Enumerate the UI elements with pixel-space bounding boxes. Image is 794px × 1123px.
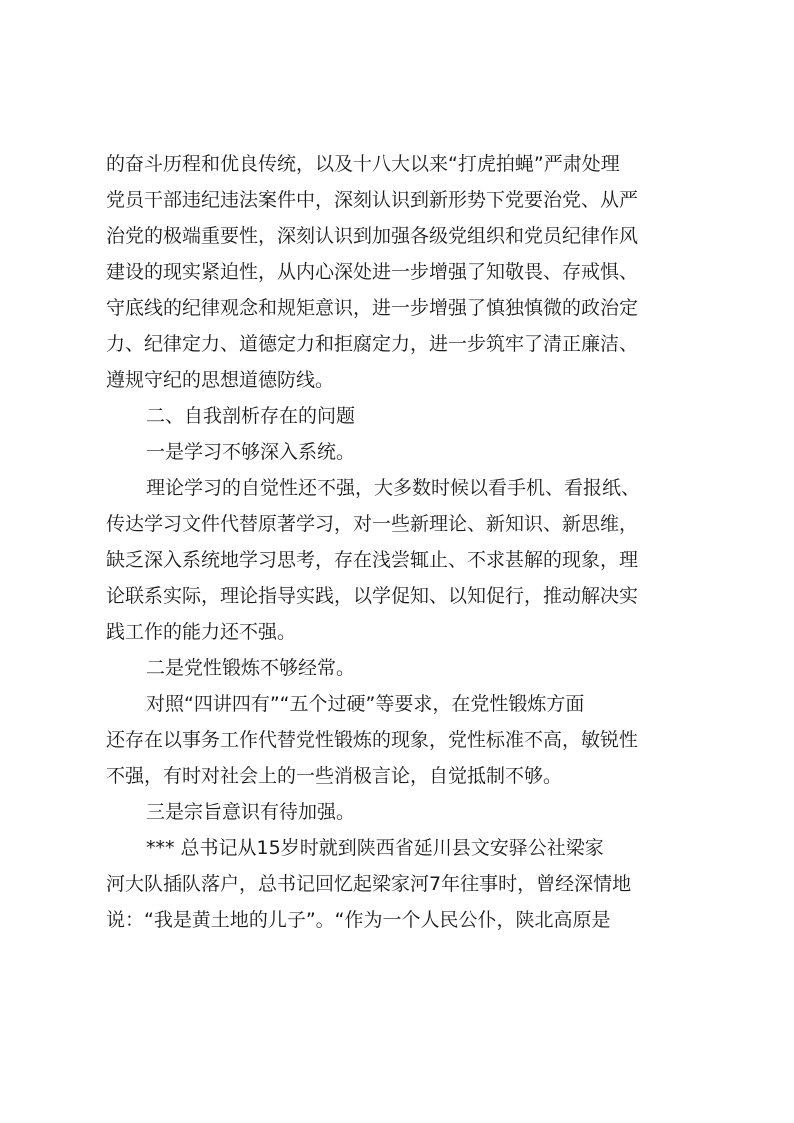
document-body — [106, 146, 686, 938]
subsection-heading: 一是学习不够深入系统。 — [146, 441, 356, 463]
text-line: 理论学习的自觉性还不强，大多数时候以看手机、看报纸、 — [146, 477, 641, 499]
text-line: 论联系实际，理论指导实践，以学促知、以知促行，推动解决实 — [106, 585, 639, 607]
text-line: 党员干部违纪违法案件中，深刻认识到新形势下党要治党、从严 — [106, 189, 639, 211]
text-line: 的奋斗历程和优良传统，以及十八大以来“打虎拍蝇”严肃处理 — [106, 153, 620, 175]
text-line: 缺乏深入系统地学习思考，存在浅尝辄止、不求甚解的现象，理 — [106, 549, 639, 571]
text-line: 治党的极端重要性，深刻认识到加强各级党组织和党员纪律作风 — [106, 225, 639, 247]
text-line: 对照“四讲四有”“五个过硬”等要求，在党性锻炼方面 — [146, 693, 585, 715]
section-heading: 二、自我剖析存在的问题 — [146, 405, 356, 427]
text-line: 践工作的能力还不强。 — [106, 621, 297, 643]
text-line: 力、纪律定力、道德定力和拒腐定力，进一步筑牢了清正廉洁、 — [106, 333, 639, 355]
text-line: 遵规守纪的思想道德防线。 — [106, 369, 335, 391]
text-line: 不强，有时对社会上的一些消极言论，自觉抵制不够。 — [106, 765, 563, 787]
text-line: *** 总书记从15岁时就到陕西省延川县文安驿公社梁家 — [146, 837, 604, 859]
text-line: 建设的现实紧迫性，从内心深处进一步增强了知敬畏、存戒惧、 — [106, 261, 639, 283]
subsection-heading: 二是党性锻炼不够经常。 — [146, 657, 356, 679]
text-line: 传达学习文件代替原著学习，对一些新理论、新知识、新思维， — [106, 513, 639, 535]
text-line: 守底线的纪律观念和规矩意识，进一步增强了慎独慎微的政治定 — [106, 297, 639, 319]
subsection-heading: 三是宗旨意识有待加强。 — [146, 801, 356, 823]
text-line: 河大队插队落户，总书记回忆起梁家河7年往事时，曾经深情地 — [106, 873, 632, 895]
text-line: 还存在以事务工作代替党性锻炼的现象，党性标准不高，敏锐性 — [106, 729, 639, 751]
text-line: 说：“我是黄土地的儿子”。“作为一个人民公仆，陕北高原是 — [106, 909, 611, 931]
